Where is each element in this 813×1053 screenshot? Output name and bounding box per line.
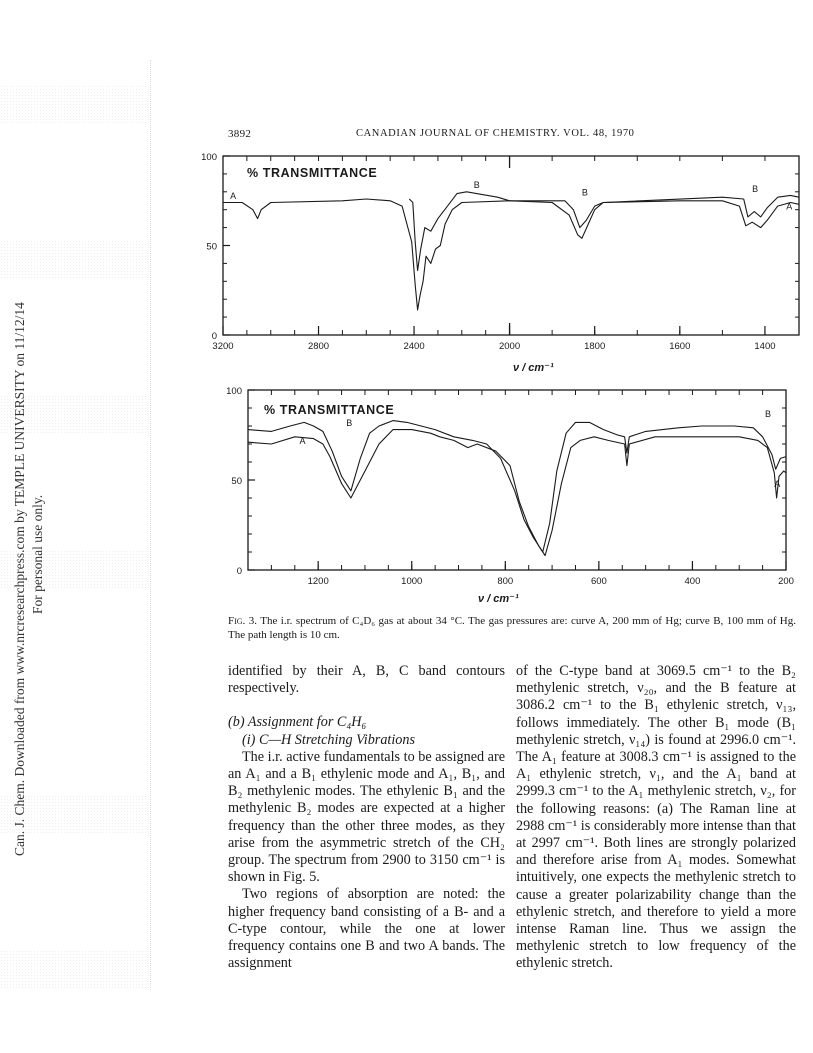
- y-tick-label: 50: [231, 476, 242, 487]
- journal-title: CANADIAN JOURNAL OF CHEMISTRY. VOL. 48, 1970: [356, 128, 635, 139]
- paragraph: Two regions of absorption are noted: the higher frequency band consisting of a B- and a C-type contour, while the one at lower frequency contains one B and two A bands. The assignment: [228, 886, 505, 972]
- plot-frame: [223, 156, 799, 335]
- curve-label: A: [774, 479, 781, 490]
- y-tick-label: 50: [206, 241, 217, 253]
- y-tick-label: 0: [211, 331, 217, 342]
- caption-text: The i.r. spectrum of C₄D₆ gas at about 34 °C. The gas pressures are: curve A, 200 mm of Hg; curve B, 100 mm of Hg. The path length is 10 cm.: [228, 615, 796, 641]
- x-axis-label: ν / cm⁻¹: [513, 362, 554, 374]
- left-column: [228, 663, 505, 972]
- x-tick-label: 800: [497, 576, 514, 587]
- curve-label: B: [346, 418, 353, 428]
- watermark-line-1: Can. J. Chem. Downloaded from www.nrcresearchpress.com by TEMPLE UNIVERSITY on 11/12/14: [12, 302, 27, 856]
- page-number: 3892: [228, 128, 252, 140]
- watermark-line-2: For personal use only.: [30, 494, 45, 614]
- curve-label: B: [752, 183, 759, 194]
- ir-spectrum-chart-bottom: [220, 383, 800, 608]
- curve-label: B: [473, 180, 480, 191]
- x-tick-label: 400: [684, 576, 701, 587]
- section-heading: (b) Assignment for C₄H₆: [228, 714, 367, 731]
- x-tick-label: 3200: [212, 341, 234, 352]
- x-tick-label: 1400: [754, 341, 776, 352]
- y-tick-label: 0: [236, 566, 242, 577]
- x-tick-label: 1600: [669, 341, 691, 352]
- page-edge: [150, 60, 151, 990]
- curve-label: A: [786, 201, 793, 212]
- x-tick-label: 600: [590, 576, 607, 587]
- x-tick-label: 2800: [307, 341, 330, 352]
- series-line-b: [409, 192, 799, 271]
- curve-label: A: [299, 436, 306, 446]
- x-tick-label: 1200: [307, 576, 329, 587]
- x-tick-label: 2400: [403, 341, 425, 352]
- x-axis-label: ν / cm⁻¹: [478, 593, 519, 605]
- figure-caption: [228, 614, 796, 642]
- right-column: [516, 663, 796, 973]
- x-tick-label: 1800: [584, 341, 606, 352]
- series-line-b: [248, 421, 786, 552]
- x-tick-label: 1000: [401, 576, 423, 587]
- paragraph: The i.r. active fundamentals to be assigned are an A₁ and a B₁ ethylenic mode and A₁, B₁, and B₂ methylenic modes. The ethylenic B₁ and the methylenic B₂ modes are expected at a higher frequency than the other three modes, as they arise from the asymmetric stretch of the CH₂ group. The spectrum from 2900 to 3150 cm⁻¹ is shown in Fig. 5.: [228, 748, 505, 886]
- subsection-heading: (i) C—H Stretching Vibrations: [242, 731, 415, 748]
- plot-frame: [248, 390, 786, 570]
- download-watermark: [0, 0, 60, 1053]
- x-tick-label: 2000: [498, 341, 521, 352]
- chart-title: % TRANSMITTANCE: [264, 403, 395, 417]
- curve-label: B: [764, 409, 771, 419]
- series-line-a: [223, 199, 799, 310]
- caption-label: Fig. 3.: [228, 615, 257, 627]
- x-tick-label: 200: [778, 576, 794, 587]
- curve-label: B: [581, 187, 588, 198]
- y-tick-label: 100: [226, 386, 242, 397]
- chart-title: % TRANSMITTANCE: [247, 166, 378, 180]
- series-line-a: [248, 430, 786, 556]
- curve-label: A: [230, 190, 237, 201]
- paragraph: identified by their A, B, C band contours respectively.: [228, 663, 505, 697]
- ir-spectrum-chart-top: [195, 145, 800, 385]
- paragraph: of the C-type band at 3069.5 cm⁻¹ to the B₂ methylenic stretch, ν₂₀, and the B feature at 3086.2 cm⁻¹ to the B₁ ethylenic stretch, ν₁₃, follows immediately. The other B₁ mode (B₁ methylenic stretch, ν₁₄) is found at 2996.0 cm⁻¹. The A₁ feature at 3008.3 cm⁻¹ is assigned to the A₁ ethylenic stretch, ν₁, and the A₁ band at 2999.3 cm⁻¹ to the A₁ methylenic stretch, ν₂, for the following reasons: (a) The Raman line at 2988 cm⁻¹ is considerably more intense than that at 2997 cm⁻¹. Both lines are strongly polarized and therefore arise from A₁ modes. Somewhat intuitively, one expects the methylenic stretch to cause a greater polarizability change than the ethylenic stretch, and therefore to yield a more intense Raman line. Thus we assign the methylenic stretch to low frequency of the ethylenic stretch.: [516, 663, 796, 972]
- y-tick-label: 100: [201, 152, 217, 163]
